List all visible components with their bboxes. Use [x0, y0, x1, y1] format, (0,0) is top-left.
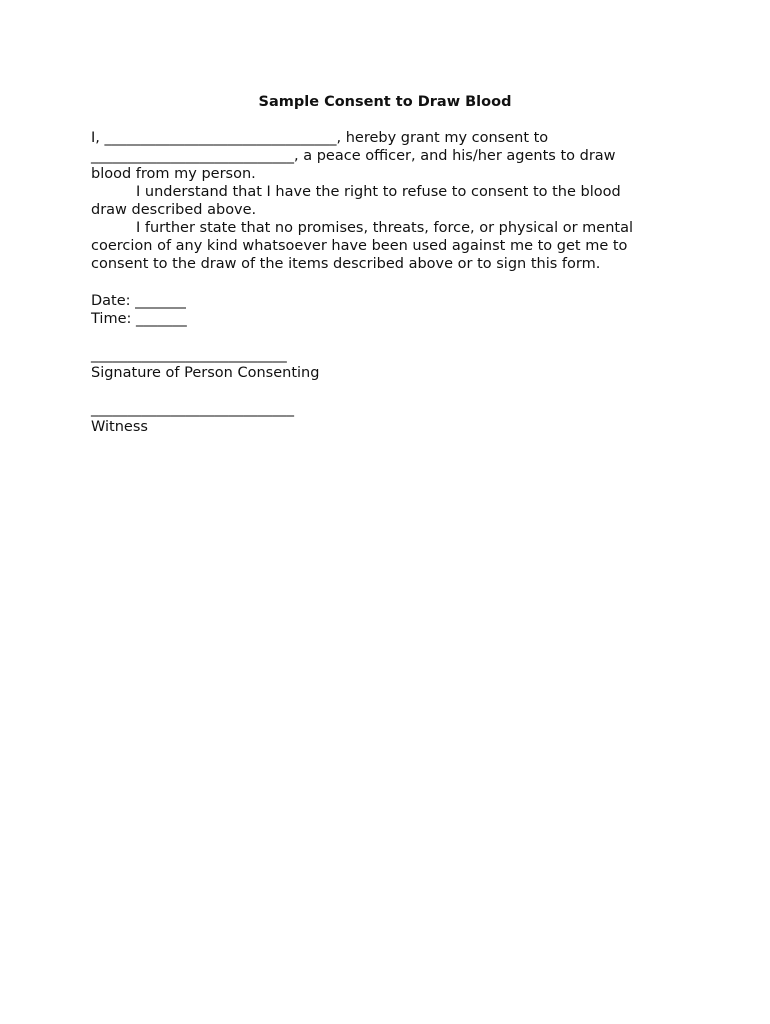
paragraph2-line2: draw described above. [91, 202, 257, 218]
document-title: Sample Consent to Draw Blood [258, 94, 512, 110]
paragraph3-line1: I further state that no promises, threats, force, or physical or mental [136, 220, 633, 236]
time-line: Time: _______ [91, 311, 187, 327]
signature-rule: ___________________________ [91, 347, 287, 363]
paragraph3-line3: consent to the draw of the items described above or to sign this form. [91, 256, 601, 272]
signature-label: Signature of Person Consenting [91, 365, 320, 381]
paragraph1-line2: ____________________________, a peace officer, and his/her agents to draw [91, 148, 616, 164]
paragraph1-line1: I, ________________________________, hereby grant my consent to [91, 130, 549, 146]
paragraph3-line2: coercion of any kind whatsoever have been used against me to get me to [91, 238, 628, 254]
witness-label: Witness [91, 419, 148, 435]
date-line: Date: _______ [91, 293, 186, 309]
witness-rule: ____________________________ [91, 401, 294, 417]
paragraph2-line1: I understand that I have the right to refuse to consent to the blood [136, 184, 621, 200]
paragraph1-line3: blood from my person. [91, 166, 256, 182]
